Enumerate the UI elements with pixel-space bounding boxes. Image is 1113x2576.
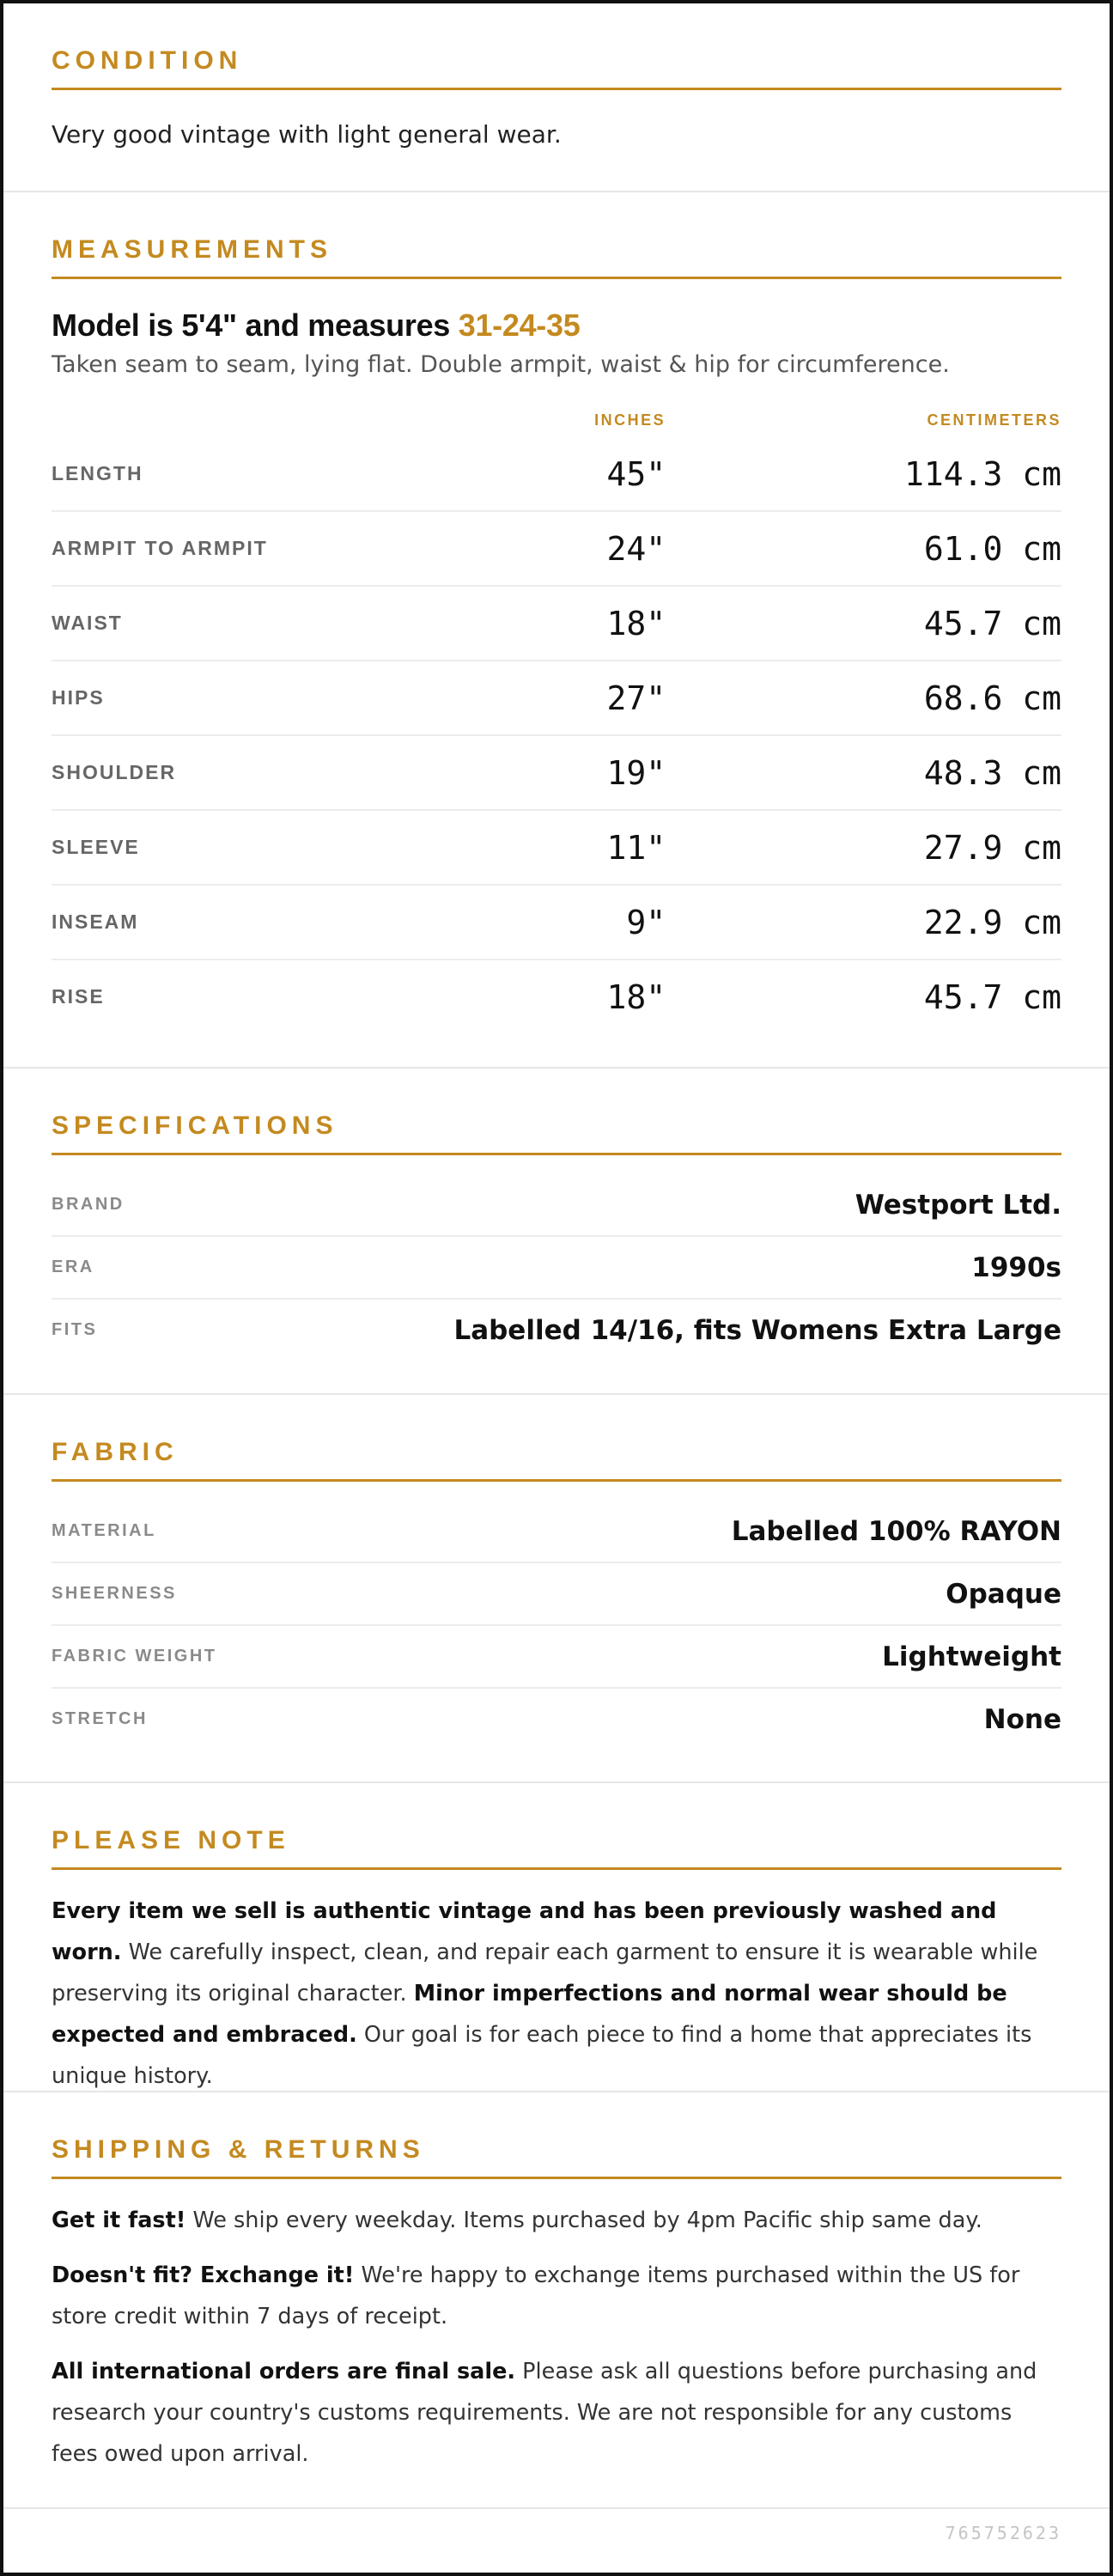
specifications-title: SPECIFICATIONS xyxy=(52,1110,1061,1155)
measurements-table xyxy=(52,437,1061,1033)
measurement-row xyxy=(52,811,1061,886)
please-note-section xyxy=(3,1783,1110,2092)
spec-value: Westport Ltd. xyxy=(855,1189,1061,1221)
condition-section xyxy=(3,3,1110,192)
spec-key: FITS xyxy=(52,1320,98,1339)
fabric-row xyxy=(52,1689,1061,1750)
spec-row xyxy=(52,1300,1061,1361)
fabric-key: SHEERNESS xyxy=(52,1584,177,1603)
measurements-title: MEASUREMENTS xyxy=(52,234,1061,279)
measurement-cm: 114.3 cm xyxy=(903,454,1061,493)
measurement-cm: 48.3 cm xyxy=(923,753,1061,792)
please-note-title: PLEASE NOTE xyxy=(52,1824,1061,1870)
measurement-row xyxy=(52,736,1061,811)
shipping-returns-section xyxy=(3,2092,1110,2509)
measurement-label: WAIST xyxy=(52,612,123,634)
spec-value: Labelled 14/16, fits Womens Extra Large xyxy=(453,1314,1061,1346)
please-note-text xyxy=(52,1891,1061,2097)
fabric-value: None xyxy=(983,1703,1061,1735)
condition-text: Very good vintage with light general wear. xyxy=(52,120,562,149)
fabric-row xyxy=(52,1626,1061,1689)
spec-value: 1990s xyxy=(971,1251,1061,1283)
shipping-bold-3: All international orders are final sale. xyxy=(52,2359,516,2384)
measurement-label: SLEEVE xyxy=(52,836,140,858)
inches-column-header: INCHES xyxy=(594,411,666,429)
measurement-label: INSEAM xyxy=(52,910,139,933)
measurement-cm: 68.6 cm xyxy=(923,679,1061,717)
measurement-inches: 45" xyxy=(606,454,666,493)
model-measurements xyxy=(52,307,1061,344)
spec-row xyxy=(52,1174,1061,1237)
measurements-section xyxy=(3,192,1110,1069)
measurement-cm: 22.9 cm xyxy=(923,903,1061,941)
measurement-label: RISE xyxy=(52,985,105,1008)
spec-row xyxy=(52,1237,1061,1300)
measurement-cm: 45.7 cm xyxy=(923,977,1061,1016)
shipping-paragraph-3 xyxy=(52,2351,1061,2475)
shipping-text-3: Please ask all questions before purchasing and research your country's customs requirements. We are not responsible for any customs fees owed upon arrival. xyxy=(52,2359,1037,2467)
measurement-row xyxy=(52,960,1061,1033)
spec-key: BRAND xyxy=(52,1195,125,1214)
measurement-label: SHOULDER xyxy=(52,761,177,783)
measurement-label: LENGTH xyxy=(52,462,143,484)
shipping-bold-2: Doesn't fit? Exchange it! xyxy=(52,2262,355,2288)
note-bold-1: Every item we sell is authentic vintage and has been previously washed and worn. xyxy=(52,1898,997,1965)
product-id: 765752623 xyxy=(945,2523,1061,2543)
measurement-label: ARMPIT TO ARMPIT xyxy=(52,537,268,559)
shipping-bold-1: Get it fast! xyxy=(52,2208,186,2233)
fabric-row xyxy=(52,1501,1061,1563)
shipping-paragraph-2 xyxy=(52,2255,1061,2337)
model-prefix: Model is 5'4" and measures xyxy=(52,308,451,343)
model-stats: 31-24-35 xyxy=(458,308,581,343)
measurement-row xyxy=(52,886,1061,960)
measurement-inches: 18" xyxy=(606,604,666,642)
measurement-row xyxy=(52,587,1061,661)
note-bold-2: Minor imperfections and normal wear should be expected and embraced. xyxy=(52,1981,1007,2048)
fabric-row xyxy=(52,1563,1061,1626)
condition-title: CONDITION xyxy=(52,45,1061,90)
shipping-paragraph-1 xyxy=(52,2200,1061,2241)
note-text-1: We carefully inspect, clean, and repair each garment to ensure it is wearable while preserving its original character. xyxy=(52,1940,1038,2007)
specifications-list xyxy=(52,1174,1061,1361)
shipping-title: SHIPPING & RETURNS xyxy=(52,2134,1061,2179)
fabric-title: FABRIC xyxy=(52,1436,1061,1482)
measurement-inches: 19" xyxy=(606,753,666,792)
measurement-cm: 61.0 cm xyxy=(923,529,1061,568)
measurements-subtitle: Taken seam to seam, lying flat. Double armpit, waist & hip for circumference. xyxy=(52,351,950,378)
measurement-inches: 11" xyxy=(606,828,666,867)
fabric-key: FABRIC WEIGHT xyxy=(52,1647,217,1666)
measurement-row xyxy=(52,437,1061,512)
fabric-value: Labelled 100% RAYON xyxy=(731,1515,1061,1547)
note-text-2: Our goal is for each piece to find a home that appreciates its unique history. xyxy=(52,2022,1032,2089)
measurement-row xyxy=(52,661,1061,736)
measurement-inches: 18" xyxy=(606,977,666,1016)
measurement-cm: 27.9 cm xyxy=(923,828,1061,867)
fabric-value: Lightweight xyxy=(882,1641,1061,1672)
shipping-text-1: We ship every weekday. Items purchased by 4pm Pacific ship same day. xyxy=(186,2208,982,2233)
measurement-cm: 45.7 cm xyxy=(923,604,1061,642)
fabric-key: STRETCH xyxy=(52,1709,148,1728)
fabric-key: MATERIAL xyxy=(52,1521,156,1540)
shipping-text-2: We're happy to exchange items purchased within the US for store credit within 7 days of receipt. xyxy=(52,2262,1020,2329)
measurement-label: HIPS xyxy=(52,686,105,709)
measurement-inches: 9" xyxy=(626,903,666,941)
measurement-row xyxy=(52,512,1061,587)
fabric-list xyxy=(52,1501,1061,1750)
fabric-value: Opaque xyxy=(946,1578,1061,1610)
spec-key: ERA xyxy=(52,1258,94,1276)
measurement-inches: 24" xyxy=(606,529,666,568)
centimeters-column-header: CENTIMETERS xyxy=(927,411,1061,429)
measurement-inches: 27" xyxy=(606,679,666,717)
specifications-section xyxy=(3,1069,1110,1395)
measurements-header xyxy=(52,403,1061,437)
fabric-section xyxy=(3,1395,1110,1783)
